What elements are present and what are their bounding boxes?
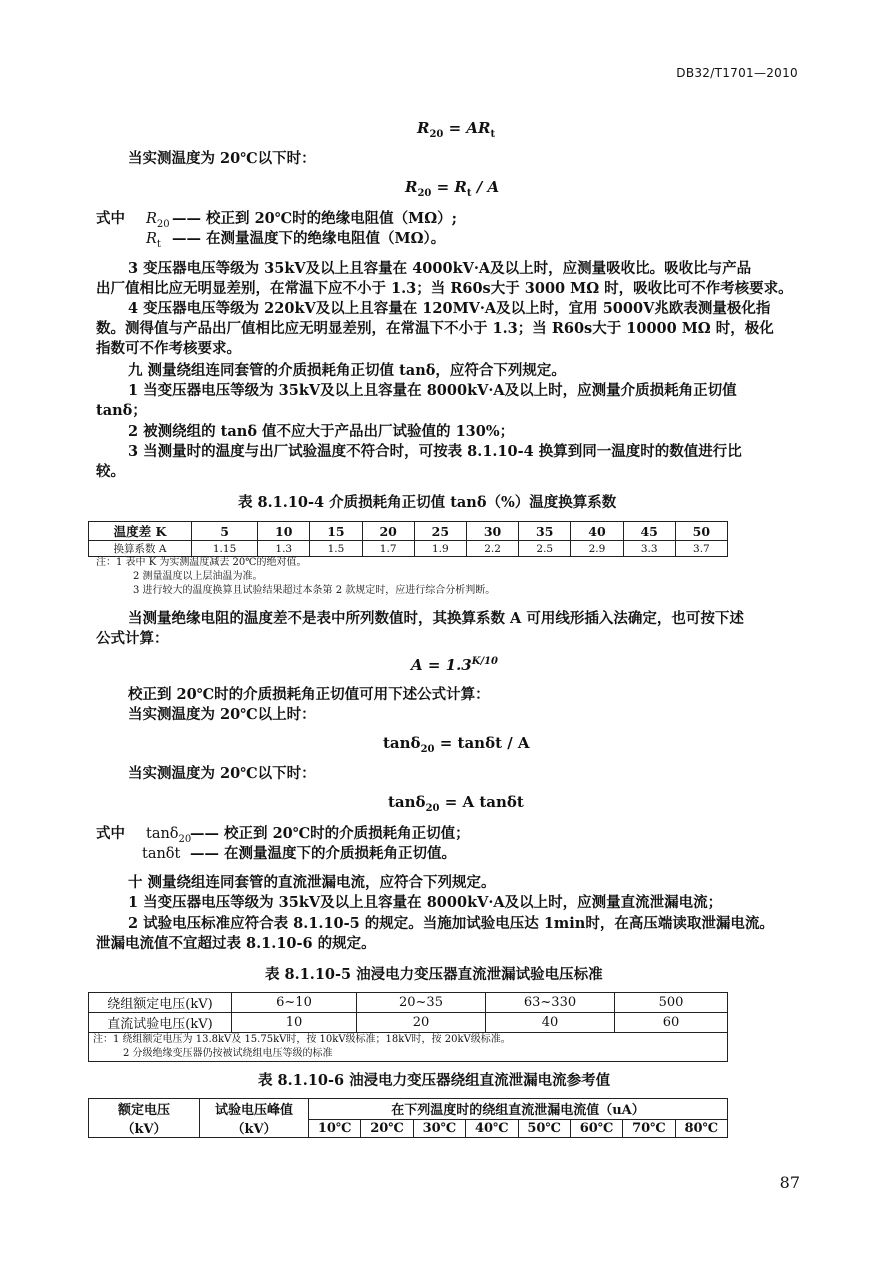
section10-item1: 1 当变压器电压等级为 35kV及以上且容量在 8000kV·A及以上时，应测量直流泄漏电流； [128, 894, 723, 911]
header-text: 试验电压峰值 [214, 1103, 293, 1118]
row-label-a: 换算系数 A [89, 541, 192, 557]
temp-cell: 50℃ [518, 1119, 570, 1137]
symbol-sub: 20 [178, 833, 192, 845]
eq-tail: / A [471, 178, 500, 196]
para3-line2: 出厂值相比应无明显差别，在常温下应不小于 1.3；当 R60s大于 3000 MΩ 时，吸收比可不作考核要求。 [96, 280, 793, 297]
temp-cell: 30℃ [413, 1119, 465, 1137]
table-notes-row [89, 1033, 728, 1062]
symbol: tanδ [146, 826, 179, 842]
row-label-test: 直流试验电压(kV) [89, 1013, 232, 1033]
eq-rhs-sub: t [490, 129, 496, 140]
interp-line1: 当测量绝缘电阻的温度差不是表中所列数值时，其换算系数 A 可用线形插入法确定，也可按下述 [128, 610, 744, 627]
table4-note3: 3 进行较大的温度换算且试验结果超过本条第 2 款规定时，应进行综合分析判断。 [133, 585, 496, 596]
k-cell: 45 [623, 522, 675, 541]
a-cell: 3.3 [623, 541, 675, 557]
equation-a-formula [411, 656, 498, 674]
table5-note2: 2 分级绝缘变压器仍按被试绕组电压等级的标准 [123, 1048, 333, 1059]
header-rated-voltage [89, 1099, 200, 1138]
a-cell: 1.7 [362, 541, 414, 557]
row-label-rated: 绕组额定电压(kV) [89, 993, 232, 1013]
symbol-sub: 20 [156, 218, 170, 230]
eq-rhs: = AR [448, 119, 491, 137]
header-unit: （kV） [121, 1122, 167, 1137]
para3-line1: 3 变压器电压等级为 35kV及以上且容量在 4000kV·A及以上时，应测量吸收比。吸收比与产品 [128, 260, 752, 277]
header-unit: （kV） [231, 1122, 277, 1137]
symbol: R [146, 211, 157, 227]
eq-lhs: R [417, 119, 430, 137]
section9-title: 九 测量绕组连同套管的介质损耗角正切值 tanδ，应符合下列规定。 [128, 362, 566, 379]
eq-rhs: = tanδt / A [439, 734, 530, 752]
rated-cell: 6~10 [232, 993, 357, 1013]
test-cell: 10 [232, 1013, 357, 1033]
k-cell: 10 [258, 522, 310, 541]
a-cell: 2.9 [571, 541, 623, 557]
header-text: 额定电压 [117, 1103, 170, 1118]
interp-line2: 公式计算： [96, 630, 169, 647]
temp-cell: 70℃ [623, 1119, 675, 1137]
temp-cell: 80℃ [675, 1119, 727, 1137]
section10-item2-line1: 2 试验电压标准应符合表 8.1.10-5 的规定。当施加试验电压达 1min时，在高压端读取泄漏电流。 [128, 915, 774, 932]
a-cell: 2.5 [519, 541, 571, 557]
temp-cell: 60℃ [570, 1119, 622, 1137]
rated-cell: 500 [615, 993, 728, 1013]
para4-line3: 指数可不作考核要求。 [96, 340, 241, 357]
header-test-voltage [200, 1099, 309, 1138]
where-symbol-rt [146, 229, 161, 255]
where-desc-r20: —— 校正到 20℃时的绝缘电阻值（MΩ）; [172, 210, 457, 227]
test-cell: 60 [615, 1013, 728, 1033]
where2-label: 式中 [96, 825, 125, 842]
eq-sub: 20 [429, 129, 444, 140]
para4-line2: 数。测得值与产品出厂值相比应无明显差别，在常温下不小于 1.3；当 R60s大于 10000 MΩ 时，极化 [96, 320, 774, 337]
eq-exponent: K/10 [471, 656, 499, 667]
a-cell: 1.15 [192, 541, 258, 557]
para4-line1: 4 变压器电压等级为 220kV及以上且容量在 120MV·A及以上时，宜用 5000V兆欧表测量极化指 [128, 300, 771, 317]
k-cell: 40 [571, 522, 623, 541]
eq-lhs: tanδ [388, 793, 426, 811]
a-cell: 3.7 [675, 541, 727, 557]
section9-item3-line2: 较。 [96, 463, 125, 480]
k-cell: 15 [310, 522, 362, 541]
where2-desc-tant: —— 在测量温度下的介质损耗角正切值。 [190, 845, 457, 862]
a-cell: 2.2 [466, 541, 518, 557]
tan-intro: 校正到 20℃时的介质损耗角正切值可用下述公式计算： [128, 686, 490, 703]
equation-r20-below [405, 178, 499, 199]
above20-line: 当实测温度为 20℃以上时： [128, 706, 316, 723]
table-row [89, 522, 728, 541]
document-code: DB32/T1701—2010 [676, 66, 798, 80]
section9-item2: 2 被测绕组的 tanδ 值不应大于产品出厂试验值的 130%； [128, 423, 515, 440]
page-number: 87 [779, 1173, 800, 1192]
rated-cell: 63~330 [486, 993, 615, 1013]
eq-sub: 20 [417, 188, 432, 199]
section9-item3-line1: 3 当测量时的温度与出厂试验温度不符合时，可按表 8.1.10-4 换算到同一温度时的数值进行比 [128, 443, 742, 460]
symbol-sub: t [156, 238, 161, 250]
table5-notes [89, 1033, 728, 1062]
k-cell: 35 [519, 522, 571, 541]
eq-base: A = 1.3 [411, 656, 472, 674]
leakage-current-table [88, 1098, 728, 1138]
row-label-k: 温度差 K [89, 522, 192, 541]
k-cell: 25 [414, 522, 466, 541]
equation-tan-below [388, 793, 524, 814]
table6-caption: 表 8.1.10-6 油浸电力变压器绕组直流泄漏电流参考值 [258, 1072, 611, 1089]
table-header-row [89, 1099, 728, 1120]
k-cell: 5 [192, 522, 258, 541]
table4-note2: 2 测量温度以上层油温为准。 [133, 571, 263, 582]
rated-cell: 20~35 [357, 993, 486, 1013]
table4-caption: 表 8.1.10-4 介质损耗角正切值 tanδ（%）温度换算系数 [238, 494, 617, 511]
temp-cell: 10℃ [309, 1119, 361, 1137]
eq-rhs-sub: t [466, 188, 472, 199]
eq-rhs: = R [436, 178, 467, 196]
where2-symbol-tant: tanδt [142, 846, 181, 862]
eq-sub: 20 [425, 803, 440, 814]
temperature-conversion-table [88, 521, 728, 557]
a-cell: 1.3 [258, 541, 310, 557]
equation-r20-above [417, 119, 495, 140]
equation-tan-above [383, 734, 530, 755]
dc-test-voltage-table [88, 992, 728, 1062]
eq-lhs: R [405, 178, 418, 196]
symbol: R [146, 231, 157, 247]
where2-desc-tan20: —— 校正到 20℃时的介质损耗角正切值； [190, 825, 470, 842]
section10-item2-line2: 泄漏电流值不宜超过表 8.1.10-6 的规定。 [96, 935, 376, 952]
eq-rhs: = A tanδt [444, 793, 524, 811]
temp-cell: 20℃ [361, 1119, 413, 1137]
eq-sub: 20 [420, 744, 435, 755]
section10-title: 十 测量绕组连同套管的直流泄漏电流，应符合下列规定。 [128, 874, 496, 891]
eq-lhs: tanδ [383, 734, 421, 752]
k-cell: 20 [362, 522, 414, 541]
paragraph-below20: 当实测温度为 20℃以下时： [128, 150, 316, 167]
where-desc-rt: —— 在测量温度下的绝缘电阻值（MΩ）。 [172, 230, 446, 247]
test-cell: 20 [357, 1013, 486, 1033]
temp-cell: 40℃ [466, 1119, 518, 1137]
section9-item1-line2: tanδ； [96, 402, 147, 419]
test-cell: 40 [486, 1013, 615, 1033]
table5-note1: 注：1 绕组额定电压为 13.8kV及 15.75kV时，按 10kV级标准；18kV时，按 20kV级标准。 [93, 1034, 511, 1045]
k-cell: 30 [466, 522, 518, 541]
a-cell: 1.5 [310, 541, 362, 557]
where-label: 式中 [96, 210, 125, 227]
table-row [89, 1013, 728, 1033]
k-cell: 50 [675, 522, 727, 541]
table-row [89, 541, 728, 557]
section9-item1-line1: 1 当变压器电压等级为 35kV及以上且容量在 8000kV·A及以上时，应测量介质损耗角正切值 [128, 382, 737, 399]
header-leakage-current: 在下列温度时的绕组直流泄漏电流值（uA） [309, 1099, 728, 1120]
table4-note1: 注：1 表中 K 为实测温度减去 20℃的绝对值。 [96, 557, 307, 568]
below20-line: 当实测温度为 20℃以下时： [128, 765, 316, 782]
table-row [89, 993, 728, 1013]
table5-caption: 表 8.1.10-5 油浸电力变压器直流泄漏试验电压标准 [265, 966, 603, 983]
a-cell: 1.9 [414, 541, 466, 557]
